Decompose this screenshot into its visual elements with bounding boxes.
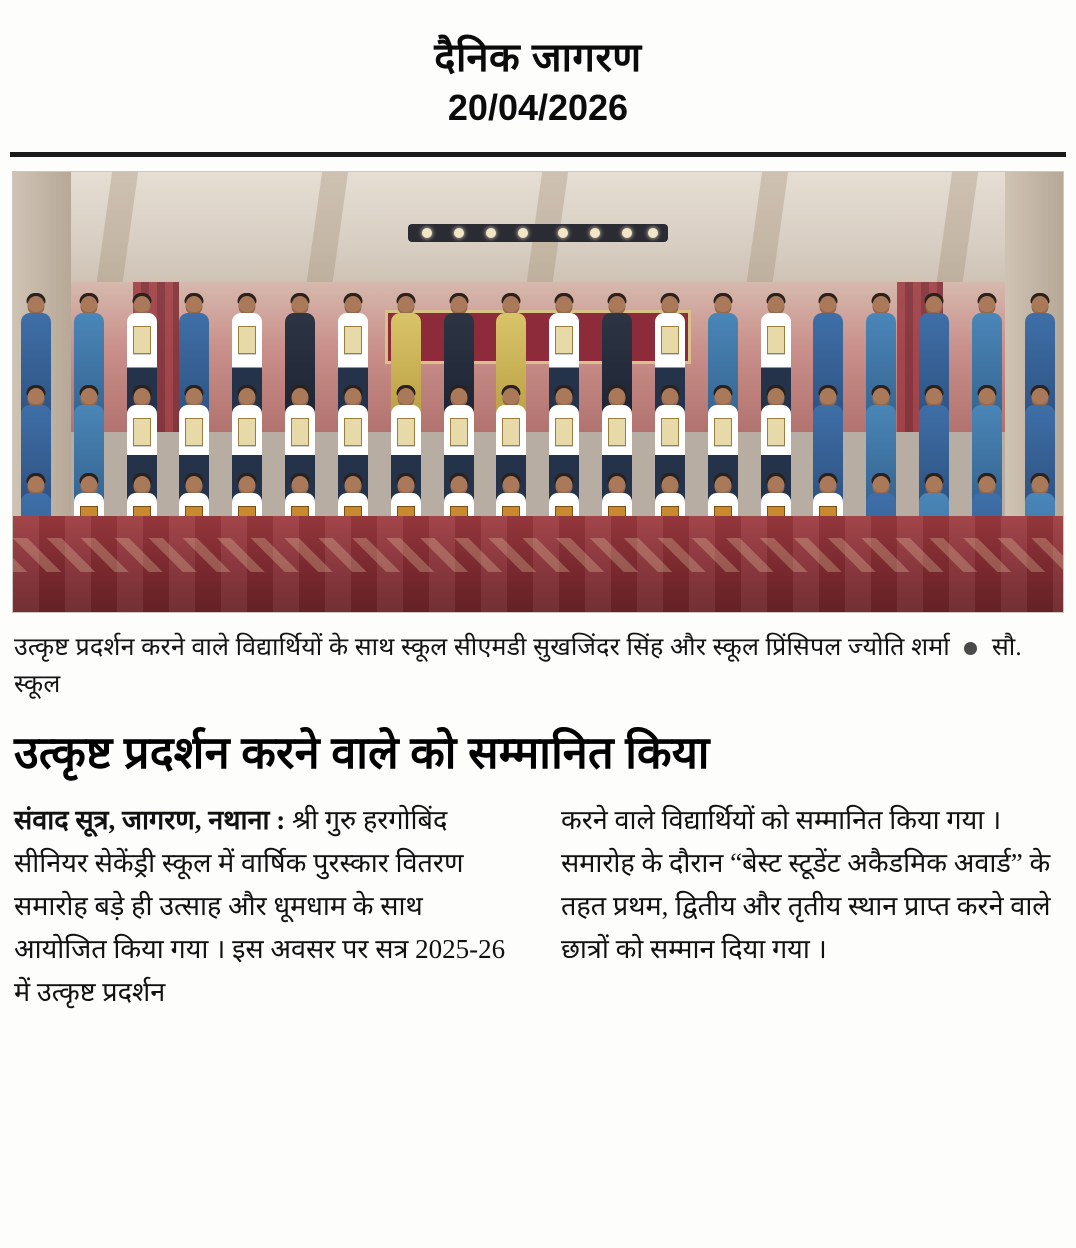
masthead [0,0,1076,130]
photo-caption [14,629,1062,703]
article-column-left-text: श्री गुरु हरगोबिंद सीनियर सेकेंड्री स्कूल में वार्षिक पुरस्कार वितरण समारोह बड़े ही उत्साह और धूमधाम के साथ आयोजित किया गया । इस अवसर पर सत्र 2025-26 में उत्कृष्ट प्रदर्शन [14,805,506,1007]
article-photo [12,171,1064,613]
article-column-right [561,799,1062,1014]
article-body [14,799,1062,1014]
paper-name: दैनिक जागरण [434,36,642,80]
photo-scene [13,172,1063,612]
bullet-icon [964,642,977,655]
floor-carpet [13,516,1063,612]
horizontal-rule [10,152,1066,157]
publication-date: 20/04/2026 [447,87,629,128]
caption-text: उत्कृष्ट प्रदर्शन करने वाले विद्यार्थियों के साथ स्कूल सीएमडी सुखजिंदर सिंह और स्कूल प्रिंसिपल ज्योति शर्मा [14,634,950,661]
article-headline: उत्कृष्ट प्रदर्शन करने वाले को सम्मानित किया [14,728,710,778]
article-column-right-text: करने वाले विद्यार्थियों को सम्मानित किया गया । समारोह के दौरान “बेस्ट स्टूडेंट अकैडमिक अवार्ड” के तहत प्रथम, द्वितीय और तृतीय स्थान प्राप्त करने वाले छात्रों को सम्मान दिया गया । [561,805,1051,964]
article-column-left [14,799,515,1014]
ceiling-light-bar [408,224,668,242]
photo-credit: सौ. स्कूल [14,634,1022,698]
article-byline: संवाद सूत्र, जागरण, नथाना : [14,805,286,835]
